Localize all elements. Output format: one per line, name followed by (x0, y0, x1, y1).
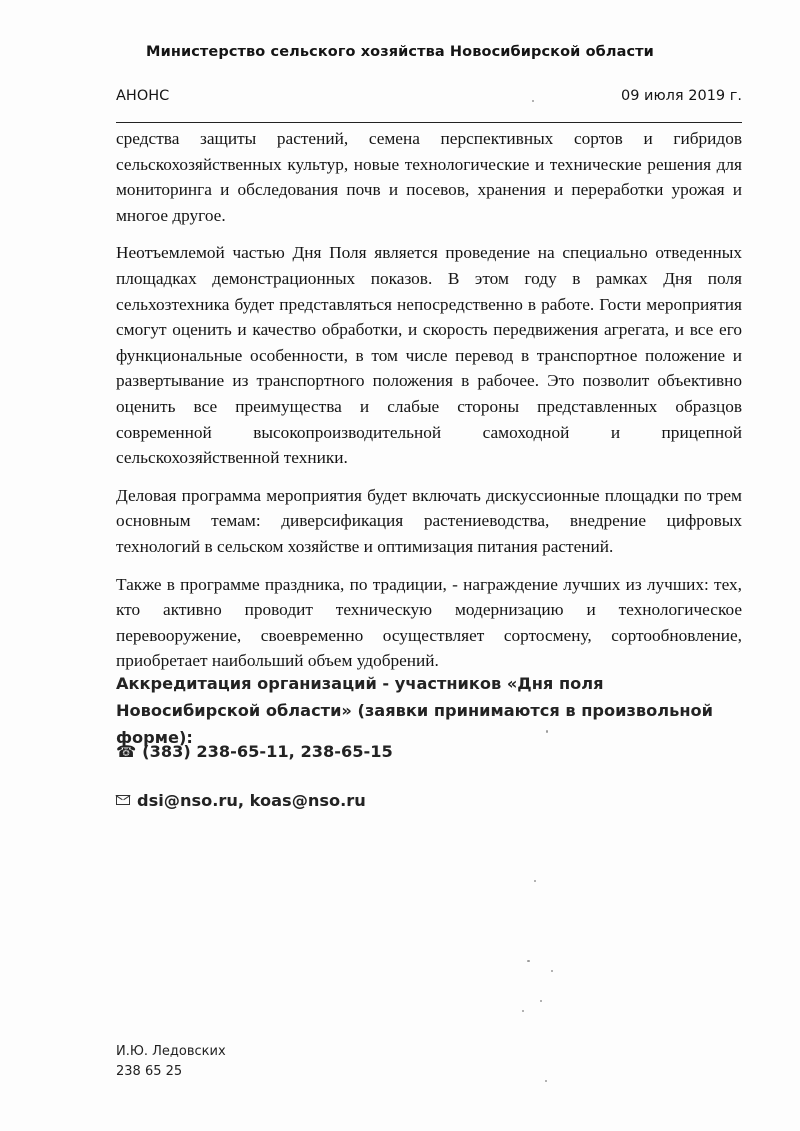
scan-speck (546, 730, 548, 733)
paragraph: Также в программе праздника, по традиции, - награждение лучших из лучших: тех, кто активно проводит техническую модернизацию и технологическое перевооружение, своевременно осуществляет сортосмену, сортообновление, приобретает наибольший объем удобрений. (116, 574, 742, 671)
scan-speck (551, 970, 553, 972)
document-date: 09 июля 2019 г. (620, 88, 742, 104)
scan-speck (534, 880, 536, 882)
paragraph: средства защиты растений, семена перспективных сортов и гибридов сельскохозяйственных культур, новые технологические и технические решения для мониторинга и обследования почв и посевов, хранения и переработки урожая и многое другое. (116, 129, 742, 225)
header-divider (116, 122, 742, 123)
body-text (116, 126, 742, 686)
scan-speck (527, 960, 530, 962)
paragraph: Неотъемлемой частью Дня Поля является проведение на специально отведенных площадках демонстрационных показов. В этом году в рамках Дня поля сельхозтехника будет представляться непосредственно в работе. Гости мероприятия смогут оценить и качество обработки, и скорость передвижения агрегата, и все его функциональные особенности, в том числе перевод в транспортное положение и развертывание из транспортного положения в рабочее. Это позволит объективно оценить все преимущества и слабые стороны представленных образцов современной высокопроизводительной самоходной и прицепной сельскохозяйственной техники. (116, 243, 742, 468)
scan-speck (532, 100, 534, 102)
author-name: И.Ю. Ледовских (116, 1044, 226, 1059)
email-addresses[interactable]: dsi@nso.ru, koas@nso.ru (137, 791, 366, 810)
email-contact (116, 791, 366, 810)
scan-speck (540, 1000, 542, 1002)
paragraph: Деловая программа мероприятия будет включать дискуссионные площадки по трем основным темам: диверсификация растениеводства, внедрение цифровых технологий в сельском хозяйстве и оптимизация питания растений. (116, 485, 742, 556)
phone-contact (116, 742, 393, 761)
phone-numbers[interactable]: (383) 238-65-11, 238-65-15 (142, 742, 393, 761)
document-type-label: АНОНС (116, 88, 170, 104)
telephone-icon: ☎ (116, 742, 137, 761)
ministry-name: Министерство сельского хозяйства Новосибирской области (146, 44, 654, 60)
footer (116, 1042, 226, 1082)
author-phone: 238 65 25 (116, 1064, 183, 1079)
scan-speck (545, 1080, 547, 1082)
accreditation-heading: Аккредитация организаций - участников «Дня поля Новосибирской области» (заявки принимаются в произвольной форме): (116, 674, 713, 747)
header-row (116, 88, 742, 110)
scan-speck (522, 1010, 524, 1012)
envelope-icon (116, 795, 130, 805)
